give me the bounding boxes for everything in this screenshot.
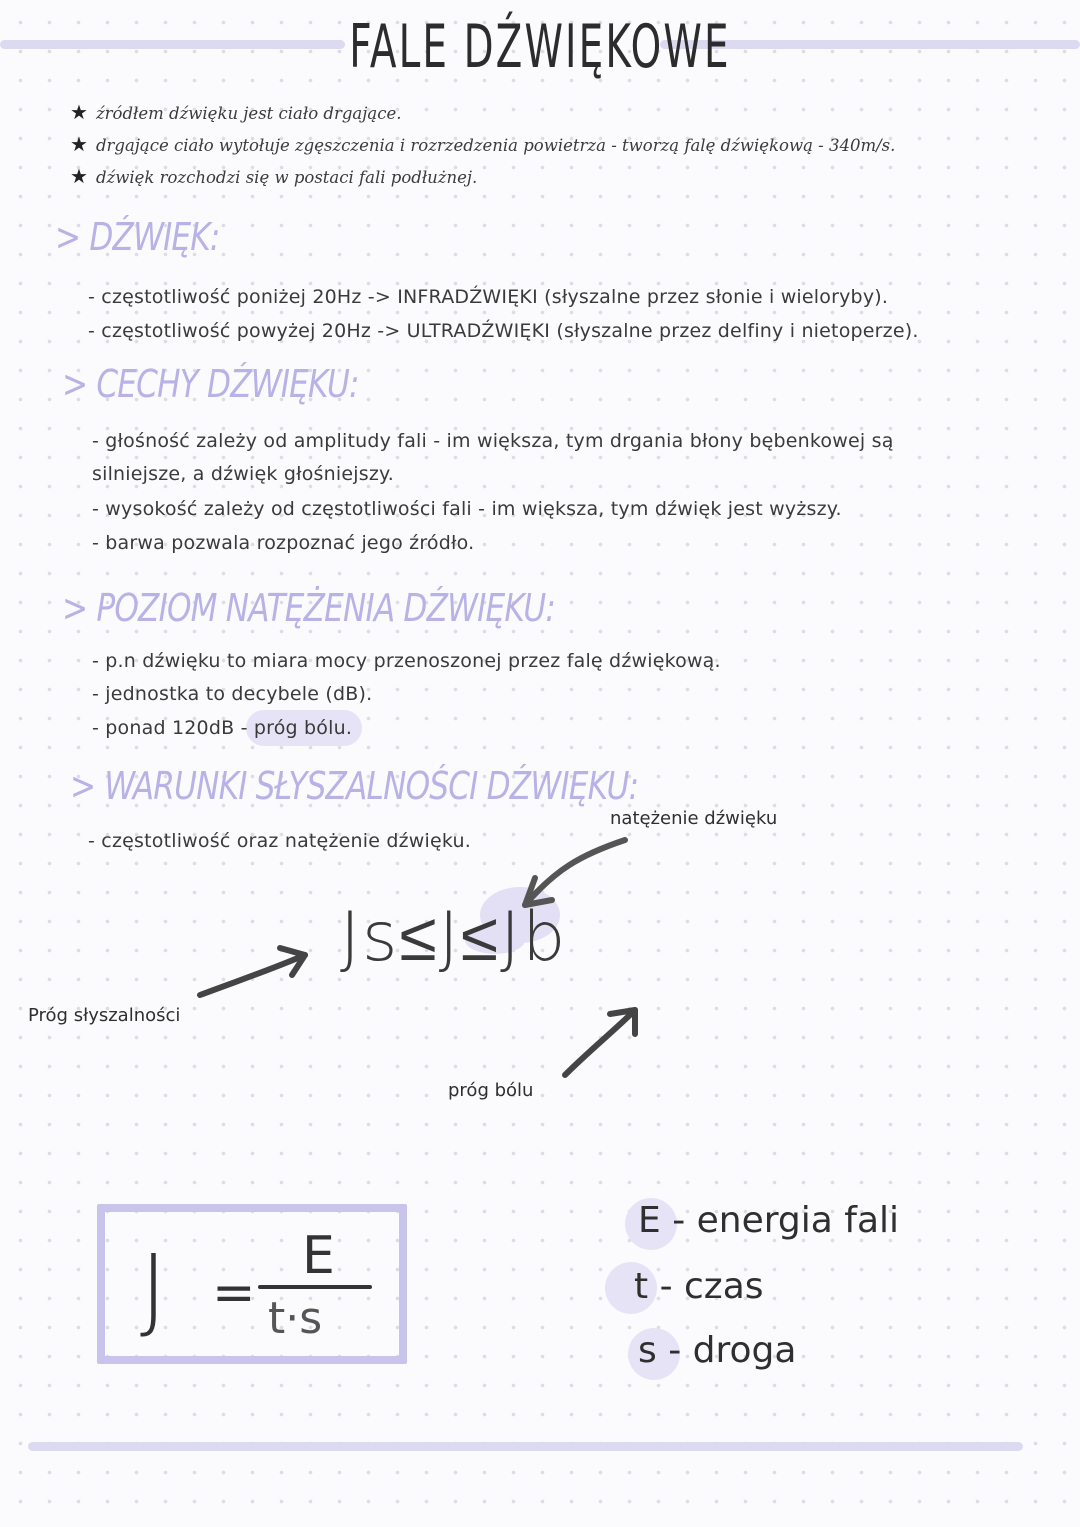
inequality-text: Js≤J≤Jb xyxy=(340,898,568,977)
intro-line-2: ★ drgające ciało wytołuje zgęszczenia i rozrzedzenia powietrza - tworzą falę dźwiękową - 340m/s. xyxy=(70,132,896,156)
formula-denominator: t·s xyxy=(268,1293,323,1344)
section-heading-dzwiek: > DŹWIĘK: xyxy=(55,215,220,259)
legend-row-t xyxy=(634,1266,764,1307)
arrow-prog-bolu xyxy=(565,1010,635,1075)
star-icon: ★ xyxy=(70,132,88,156)
star-icon: ★ xyxy=(70,164,88,188)
formula-lhs: J xyxy=(140,1235,168,1342)
label-prog-bolu: próg bólu xyxy=(448,1080,534,1101)
legend-symbol: E xyxy=(638,1200,661,1241)
intro-line-3: ★ dźwięk rozchodzi się w postaci fali podłużnej. xyxy=(70,164,478,188)
bottom-rule xyxy=(28,1442,1023,1451)
intro-line-1: ★ źródłem dźwięku jest ciało drgające. xyxy=(70,100,402,124)
cechy-line-2: silniejsze, a dźwięk głośniejszy. xyxy=(92,463,394,485)
inequality-diagram xyxy=(180,820,700,1080)
label-natezenie: natężenie dźwięku xyxy=(610,808,778,829)
formula-equals: = xyxy=(212,1263,256,1323)
legend-row-e xyxy=(638,1200,899,1241)
formula xyxy=(120,1215,390,1355)
label-prog-slyszalnosci: Próg słyszalności xyxy=(28,1005,181,1026)
cechy-line-4: - barwa pozwala rozpoznać jego źródło. xyxy=(92,532,475,554)
poziom-line-1: - p.n dźwięku to miara mocy przenoszonej przez falę dźwiękową. xyxy=(92,650,721,672)
cechy-line-1: - głośność zależy od amplitudy fali - im większa, tym drgania błony bębenkowej są xyxy=(92,430,894,452)
dzwiek-line-1: - częstotliwość poniżej 20Hz -> INFRADŹWIĘKI (słyszalne przez słonie i wieloryby). xyxy=(88,286,889,308)
legend-symbol: t xyxy=(634,1266,649,1307)
cechy-line-3: - wysokość zależy od częstotliwości fali - im większa, tym dźwięk jest wyższy. xyxy=(92,498,842,520)
warunki-line-1: - częstotliwość oraz natężenie dźwięku. xyxy=(88,830,472,852)
legend-desc: - droga xyxy=(668,1330,797,1371)
section-heading-poziom: > POZIOM NATĘŻENIA DŹWIĘKU: xyxy=(62,586,556,630)
section-heading-cechy: > CECHY DŹWIĘKU: xyxy=(62,362,359,406)
dzwiek-line-2: - częstotliwość powyżej 20Hz -> ULTRADŹWIĘKI (słyszalne przez delfiny i nietoperze). xyxy=(88,320,919,342)
star-icon: ★ xyxy=(70,100,88,124)
formula-numerator: E xyxy=(302,1226,335,1286)
section-heading-warunki: > WARUNKI SŁYSZALNOŚCI DŹWIĘKU: xyxy=(70,764,639,808)
page-title: FALE DŹWIĘKOWE xyxy=(349,12,731,82)
poziom-line-3: - ponad 120dB - próg bólu. xyxy=(92,717,353,739)
legend-desc: - energia fali xyxy=(672,1200,900,1241)
poziom-line-2: - jednostka to decybele (dB). xyxy=(92,683,373,705)
legend-symbol: s xyxy=(638,1330,657,1371)
legend-row-s xyxy=(638,1330,796,1371)
legend-desc: - czas xyxy=(659,1266,764,1307)
